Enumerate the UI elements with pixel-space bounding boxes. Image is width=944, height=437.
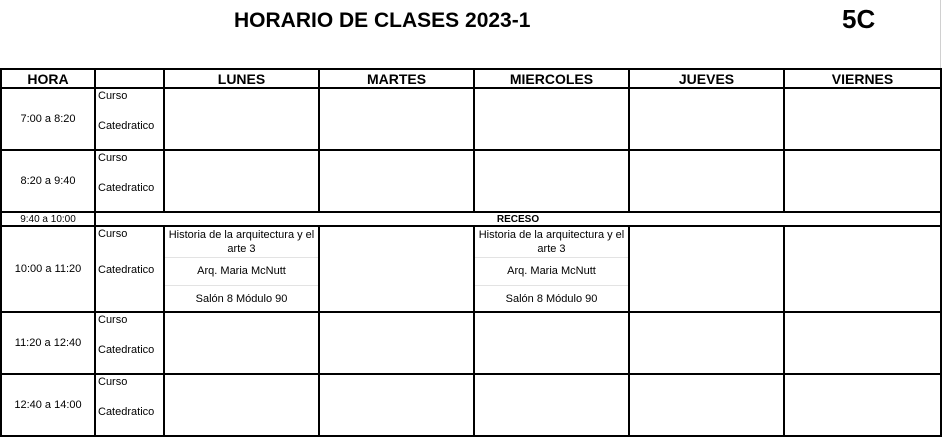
curso-label: Curso [98,90,128,102]
slot-time: 11:20 a 12:40 [1,312,95,374]
cell-viernes [784,150,941,212]
row-labels [95,88,164,150]
slot-time: 10:00 a 11:20 [1,226,95,312]
header-miercoles: MIERCOLES [474,69,629,88]
receso-label: RECESO [95,212,941,226]
cell-viernes [784,374,941,436]
cell-jueves [629,374,784,436]
cell-martes [319,150,474,212]
table-row [1,312,941,374]
class-block [475,227,628,311]
schedule-table [0,68,942,437]
header-jueves: JUEVES [629,69,784,88]
header-martes: MARTES [319,69,474,88]
header-lunes: LUNES [164,69,319,88]
room: Salón 8 Módulo 90 [195,293,288,305]
table-row [1,374,941,436]
class-block [165,227,318,311]
cell-lunes [164,88,319,150]
cell-miercoles [474,226,629,312]
cell-jueves [629,88,784,150]
cell-miercoles [474,150,629,212]
slot-time: 9:40 a 10:00 [1,212,95,226]
cell-miercoles [474,374,629,436]
cell-viernes [784,226,941,312]
row-labels [95,226,164,312]
table-row [1,150,941,212]
slot-time: 8:20 a 9:40 [1,150,95,212]
curso-label: Curso [98,228,128,240]
cell-martes [319,226,474,312]
table-row [1,226,941,312]
header-hora: HORA [1,69,95,88]
catedratico-label: Catedratico [98,182,155,194]
cell-viernes [784,312,941,374]
catedratico-label: Catedratico [98,264,155,276]
curso-label: Curso [98,376,128,388]
cell-martes [319,374,474,436]
cell-martes [319,88,474,150]
page-title: HORARIO DE CLASES 2023-1 [234,9,531,32]
group-code: 5C [842,4,876,34]
cell-lunes [164,226,319,312]
course-name: Historia de la arquitectura y el arte 3 [165,227,318,258]
catedratico-label: Catedratico [98,344,155,356]
row-labels [95,150,164,212]
cell-jueves [629,226,784,312]
header-blank [95,69,164,88]
cell-jueves [629,312,784,374]
cell-jueves [629,150,784,212]
cell-miercoles [474,88,629,150]
catedratico-label: Catedratico [98,120,155,132]
cell-lunes [164,312,319,374]
header-viernes: VIERNES [784,69,941,88]
slot-time: 7:00 a 8:20 [1,88,95,150]
header-row [1,69,941,88]
slot-time: 12:40 a 14:00 [1,374,95,436]
curso-label: Curso [98,152,128,164]
table-row [1,88,941,150]
teacher-name: Arq. Maria McNutt [165,258,318,286]
divider [940,0,941,68]
cell-miercoles [474,312,629,374]
row-labels [95,312,164,374]
cell-martes [319,312,474,374]
course-name: Historia de la arquitectura y el arte 3 [475,227,628,258]
teacher-name: Arq. Maria McNutt [475,258,628,286]
cell-viernes [784,88,941,150]
catedratico-label: Catedratico [98,406,155,418]
cell-lunes [164,374,319,436]
cell-lunes [164,150,319,212]
row-labels [95,374,164,436]
room: Salón 8 Módulo 90 [505,293,598,305]
receso-row [1,212,941,226]
curso-label: Curso [98,314,128,326]
